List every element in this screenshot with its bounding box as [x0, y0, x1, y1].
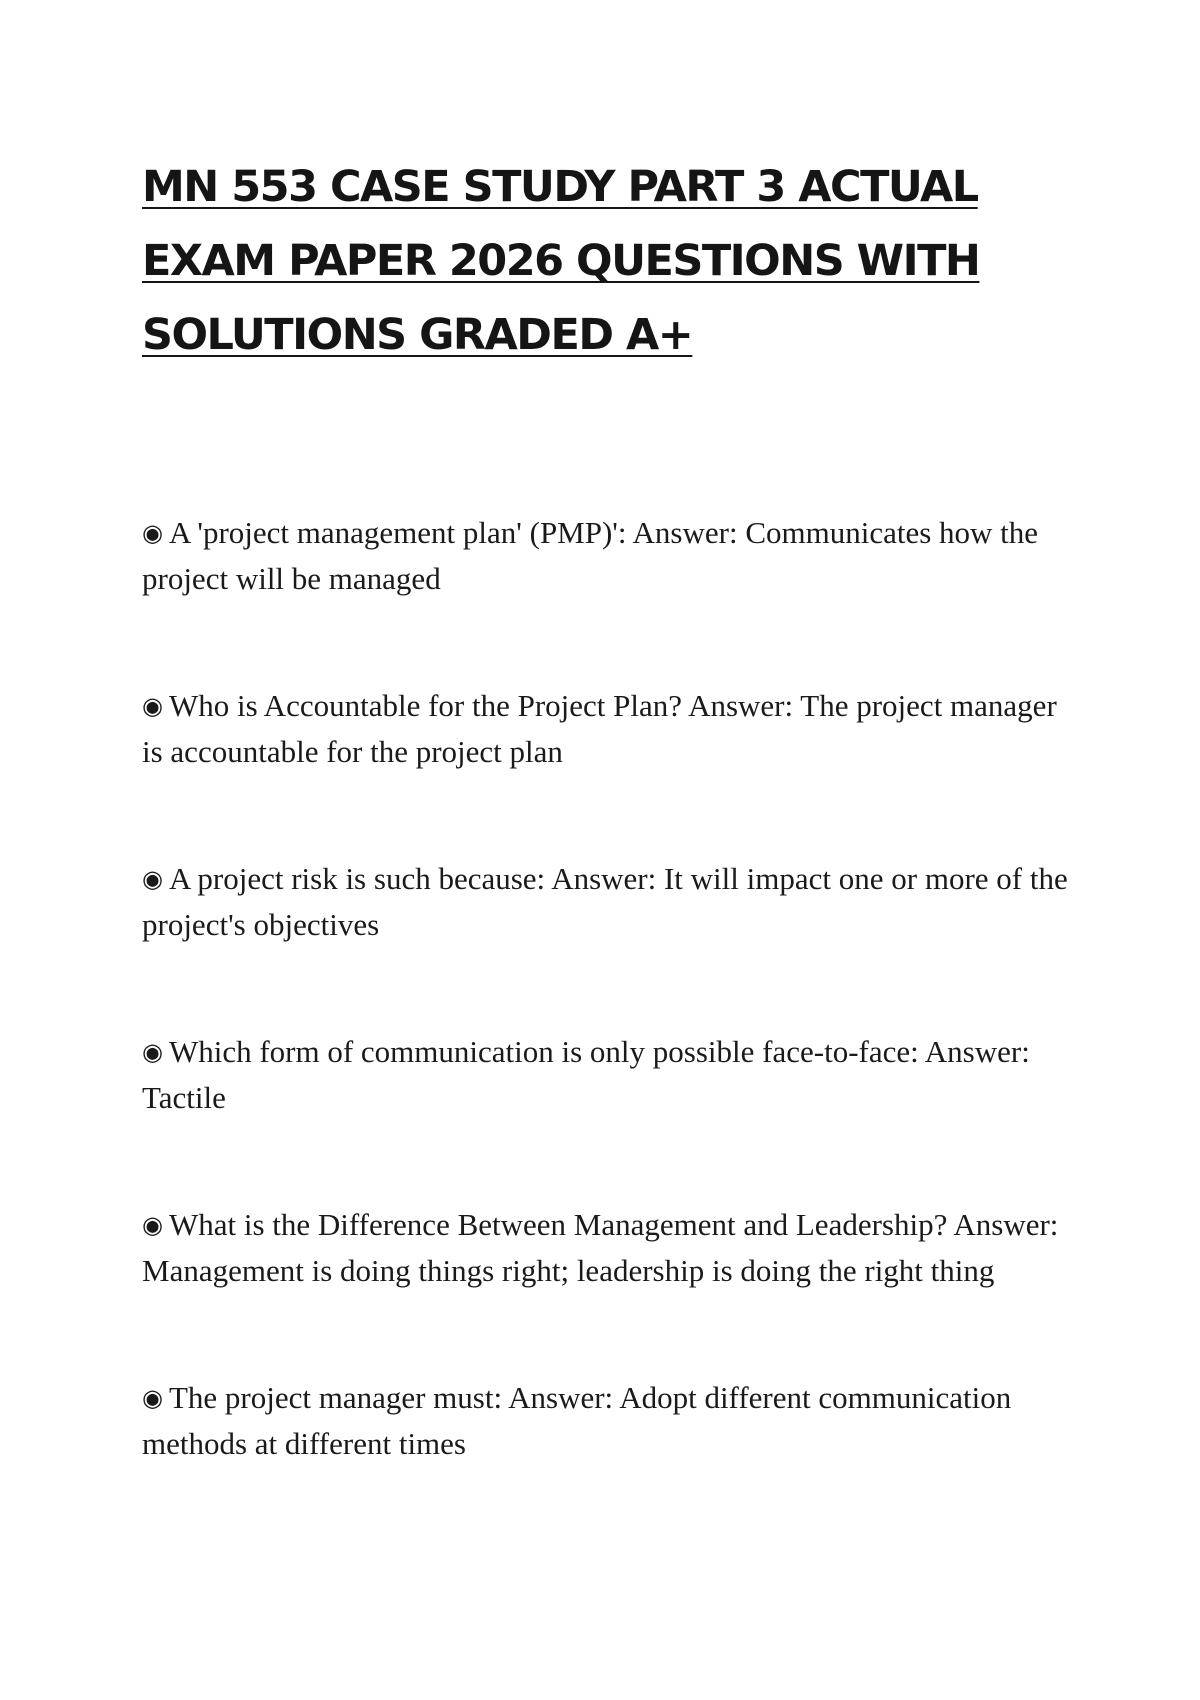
- qa-text: Which form of communication is only possible face-to-face: Answer: Tactile: [142, 1034, 1030, 1115]
- radio-bullet-icon: ◉: [142, 865, 163, 893]
- qa-item: [142, 683, 1072, 775]
- qa-text: Who is Accountable for the Project Plan? Answer: The project manager is accountable for the project plan: [142, 688, 1057, 769]
- qa-text: A 'project management plan' (PMP)': Answer: Communicates how the project will be managed: [142, 515, 1039, 596]
- qa-text: A project risk is such because: Answer: It will impact one or more of the project's objectives: [142, 861, 1068, 942]
- radio-bullet-icon: ◉: [142, 692, 163, 720]
- qa-list: [142, 510, 1072, 1548]
- radio-bullet-icon: ◉: [142, 519, 163, 547]
- radio-bullet-icon: ◉: [142, 1211, 163, 1239]
- qa-item: [142, 510, 1072, 602]
- qa-item: [142, 856, 1072, 948]
- qa-text: What is the Difference Between Management and Leadership? Answer: Management is doing things right; leadership is doing the right thing: [142, 1207, 1059, 1288]
- qa-text: The project manager must: Answer: Adopt different communication methods at different times: [142, 1380, 1012, 1461]
- radio-bullet-icon: ◉: [142, 1384, 163, 1412]
- qa-item: [142, 1202, 1072, 1294]
- document-title: MN 553 CASE STUDY PART 3 ACTUAL EXAM PAPER 2026 QUESTIONS WITH SOLUTIONS GRADED A+: [142, 162, 980, 360]
- qa-item: [142, 1375, 1072, 1467]
- qa-item: [142, 1029, 1072, 1121]
- radio-bullet-icon: ◉: [142, 1038, 163, 1066]
